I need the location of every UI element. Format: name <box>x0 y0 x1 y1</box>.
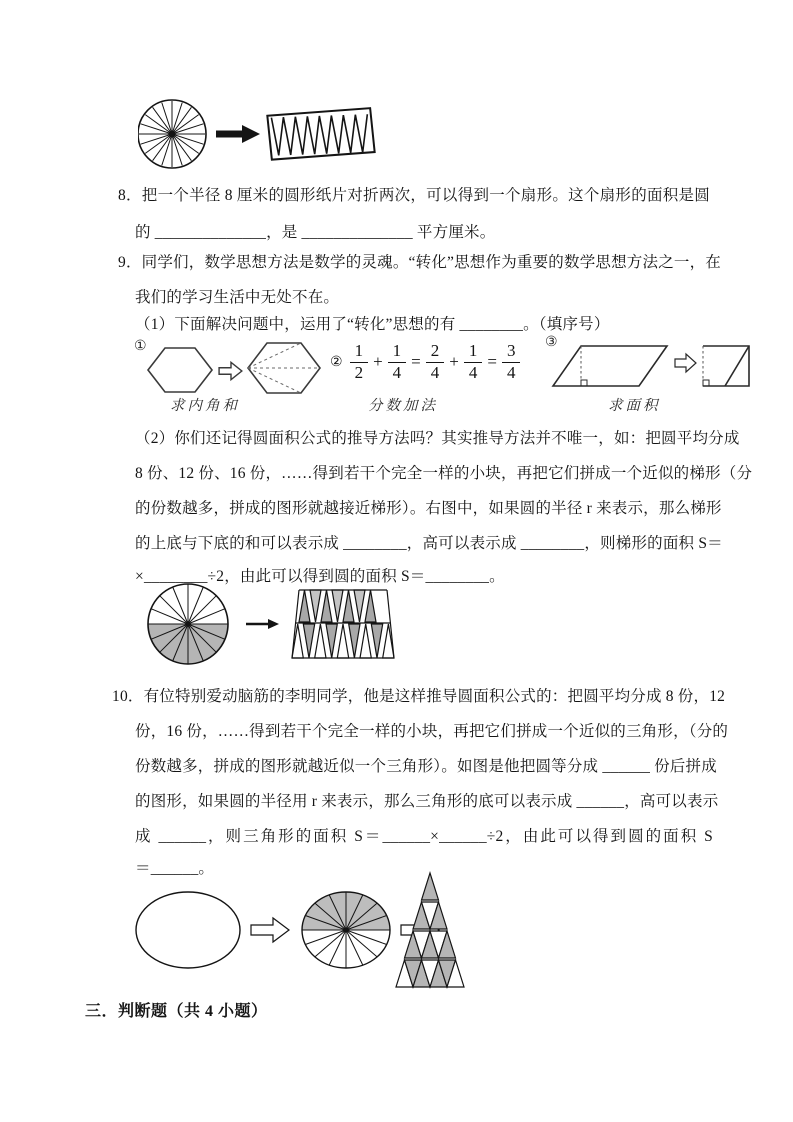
equals-sign: = <box>487 352 497 372</box>
circle-to-strip-figure <box>138 96 378 174</box>
plus-sign: + <box>373 352 383 372</box>
question-9-line: 9．同学们，数学思想方法是数学的灵魂。“转化”思想作为重要的数学思想方法之一，在 <box>118 254 722 271</box>
circle-to-trapezoid-figure <box>142 580 402 670</box>
question-10-line: 成 ______，则三角形的面积 S＝______×______÷2，由此可以得到圆的面积 S <box>135 828 713 845</box>
fraction: $\frac{2}{4}$ <box>426 342 445 382</box>
arrow-right-icon <box>246 619 279 629</box>
question-10-line: 份，16 份，……得到若干个完全一样的小块，再把它们拼成一个近似的三角形，（分的 <box>135 723 729 740</box>
plus-sign: + <box>449 352 459 372</box>
circled-number-3: ③ <box>545 335 558 350</box>
question-9-line: 我们的学习生活中无处不在。 <box>135 289 340 306</box>
trapezoid-of-triangles <box>292 590 394 658</box>
figure-label-fraction-addition: 分数加法 <box>368 398 438 414</box>
figure-label-interior-angles: 求内角和 <box>170 398 240 414</box>
plain-ellipse <box>136 892 240 968</box>
question-9-part1-line: （1）下面解决问题中，运用了“转化”思想的有 ________。（填序号） <box>135 316 610 333</box>
question-8-line: 8．把一个半径 8 厘米的圆形纸片对折两次，可以得到一个扇形。这个扇形的面积是圆 <box>118 187 710 204</box>
fraction: $\frac{3}{4}$ <box>502 342 521 382</box>
figure-label-area: 求面积 <box>608 398 661 414</box>
circle-triangle-drawing <box>133 864 503 994</box>
question-9-part2-line: 的上底与下底的和可以表示成 ________，高可以表示成 ________，则梯形的面积 S＝ <box>135 535 723 552</box>
hollow-arrow-right-icon <box>218 358 244 384</box>
equals-sign: = <box>411 352 421 372</box>
circle-trapezoid-drawing <box>142 580 402 670</box>
circle-to-strip-drawing <box>138 96 378 174</box>
fraction-addition-figure <box>330 342 522 382</box>
fraction: $\frac{1}{2}$ <box>350 342 369 382</box>
circled-number-2: ② <box>330 354 343 370</box>
hollow-arrow-right-icon <box>675 354 696 372</box>
question-9-part2-line: 的份数越多，拼成的图形就越接近梯形）。右图中，如果圆的半径 r 来表示，那么梯形 <box>135 500 722 517</box>
hexagon-plain <box>146 346 214 394</box>
question-10-line: ＝______。 <box>135 860 215 877</box>
hollow-arrow-right-icon <box>251 918 289 942</box>
wheel-center-dot <box>169 131 176 138</box>
question-8-line: 的 ______________，是 ______________ 平方厘米。 <box>135 224 496 241</box>
question-9-part2-line: 8 份、12 份、16 份，……得到若干个完全一样的小块，再把它们拼成一个近似的梯形（分 <box>135 465 753 482</box>
section-title: 三．判断题（共 4 小题） <box>85 1003 268 1020</box>
triangle-strip <box>267 108 375 160</box>
circle-to-triangle-figure <box>133 864 503 994</box>
question-9-part2-line: ×________÷2，由此可以得到圆的面积 S＝________。 <box>135 568 505 585</box>
question-10-line: 份数越多，拼成的图形就越近似一个三角形）。如图是他把圆等分成 ______ 份后拼成 <box>135 758 717 775</box>
arrow-right-icon <box>216 125 260 143</box>
fraction: $\frac{1}{4}$ <box>388 342 407 382</box>
fraction: $\frac{1}{4}$ <box>464 342 483 382</box>
question-10-line: 10．有位特别爱动脑筋的李明同学，他是这样推导圆面积公式的：把圆平均分成 8 份，12 <box>112 688 726 705</box>
parallelogram-rectangle-drawing <box>551 338 751 392</box>
circled-number-1: ① <box>134 339 147 354</box>
hexagon-with-diagonals <box>246 340 322 396</box>
question-9-part2-line: （2）你们还记得圆面积公式的推导方法吗？其实推导方法并不唯一，如：把圆平均分成 <box>135 430 740 447</box>
question-10-line: 的图形，如果圆的半径用 r 来表示，那么三角形的底可以表示成 ______，高可以表示 <box>135 793 719 810</box>
sector-circle <box>302 892 390 968</box>
